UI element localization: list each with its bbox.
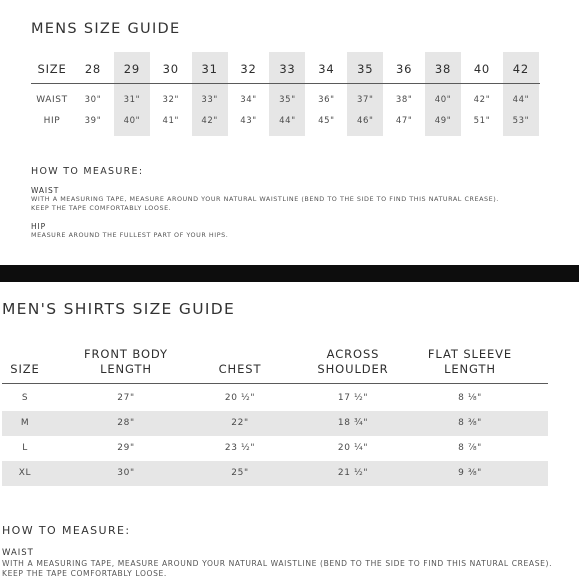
pants-hip-value: 45" [318,116,335,126]
pants-hip-value: 47" [395,116,413,126]
shirts-header-divider [2,383,548,384]
shirts-front-value: 28" [117,418,135,428]
pants-hip-instruction: MEASURE AROUND THE FULLEST PART OF YOUR HIPS. [31,231,229,239]
pants-row-label-waist: WAIST [36,95,68,105]
shirts-chest-value: 23 ½" [224,443,256,453]
shirts-shoulder-value: 21 ½" [337,468,369,478]
pants-size-28: 28 [84,62,102,76]
pants-hip-value: 46" [356,116,374,126]
shirts-waist-heading: WAIST [2,548,34,558]
pants-size-label: SIZE [37,62,67,76]
pants-hip-value: 39" [84,116,102,126]
pants-size-31: 31 [201,62,218,76]
shirts-chest-value: 25" [231,468,249,478]
pants-waist-value: 33" [201,95,218,105]
shirts-chest-value: 20 ½" [224,393,256,403]
shirts-shoulder-value: 20 ¼" [337,443,369,453]
shirts-front-body-header-line2: LENGTH [100,362,152,376]
shirts-sleeve-value: 8 ⅞" [458,443,482,453]
pants-waist-value: 38" [395,95,413,105]
pants-waist-value: 32" [162,95,180,105]
shirts-guide-title: MEN'S SHIRTS SIZE GUIDE [2,300,236,318]
shirts-across-shoulder-header-line1: ACROSS [326,347,380,361]
pants-waist-value: 34" [240,95,257,105]
shirts-across-shoulder-header [300,347,406,377]
shirts-sleeve-value: 8 ⅛" [458,393,482,403]
section-separator-band [0,265,579,282]
shirts-front-value: 29" [117,443,135,453]
shirts-sleeve-value: 8 ⅜" [458,418,482,428]
pants-size-30: 30 [162,62,179,76]
shirts-size-header: SIZE [10,362,40,376]
shirts-front-value: 27" [117,393,135,403]
pants-size-36: 36 [396,62,413,76]
pants-hip-heading: HIP [31,222,47,231]
pants-waist-value: 44" [512,95,530,105]
shirts-front-value: 30" [117,468,135,478]
shirts-across-shoulder-header-line2: SHOULDER [317,362,389,376]
shirts-size-value: XL [18,468,32,478]
pants-waist-value: 40" [434,95,452,105]
pants-waist-value: 30" [84,95,102,105]
pants-waist-value: 31" [123,95,141,105]
shirts-front-body-header-line1: FRONT BODY [84,347,168,361]
pants-size-33: 33 [279,62,296,76]
pants-guide-title: MENS SIZE GUIDE [31,21,181,37]
pants-size-32: 32 [240,62,257,76]
pants-waist-value: 37" [356,95,374,105]
shirts-flat-sleeve-header [412,347,528,377]
pants-waist-value: 36" [318,95,335,105]
shirts-chest-value: 22" [231,418,249,428]
shirts-waist-instruction-2: KEEP THE TAPE COMFORTABLY LOOSE. [2,569,167,578]
shirts-flat-sleeve-header-line1: FLAT SLEEVE [427,347,513,361]
pants-header-divider [31,83,540,84]
pants-hip-value: 40" [123,116,141,126]
pants-hip-value: 53" [512,116,530,126]
shirts-shoulder-value: 18 ¾" [337,418,369,428]
pants-waist-value: 35" [279,95,296,105]
shirts-size-value: L [22,443,28,453]
pants-hip-value: 43" [240,116,257,126]
pants-size-40: 40 [473,62,491,76]
shirts-shoulder-value: 17 ½" [337,393,369,403]
pants-hip-value: 49" [434,116,452,126]
pants-size-29: 29 [123,62,140,76]
pants-size-34: 34 [318,62,335,76]
pants-how-to-measure-heading: HOW TO MEASURE: [31,166,144,177]
pants-hip-value: 42" [201,116,218,126]
pants-size-42: 42 [512,62,529,76]
pants-size-35: 35 [357,62,374,76]
pants-size-38: 38 [434,62,452,76]
shirts-size-value: M [20,418,30,428]
shirts-chest-header: CHEST [218,362,262,376]
pants-row-label-hip: HIP [43,116,61,126]
shirts-how-to-measure-heading: HOW TO MEASURE: [2,524,131,537]
pants-waist-instruction-2: KEEP THE TAPE COMFORTABLY LOOSE. [31,204,172,212]
shirts-waist-instruction-1: WITH A MEASURING TAPE, MEASURE AROUND YOUR NATURAL WAISTLINE (BEND TO THE SIDE TO FIND THIS NATURAL CREASE). [2,559,553,568]
shirts-sleeve-value: 9 ⅜" [458,468,482,478]
pants-hip-value: 51" [473,116,491,126]
shirts-size-value: S [21,393,29,403]
pants-hip-value: 44" [279,116,296,126]
pants-waist-instruction-1: WITH A MEASURING TAPE, MEASURE AROUND YOUR NATURAL WAISTLINE (BEND TO THE SIDE TO FIND THIS NATURAL CREASE). [31,195,499,203]
pants-waist-heading: WAIST [31,186,60,195]
pants-waist-value: 42" [473,95,491,105]
pants-hip-value: 41" [162,116,180,126]
shirts-front-body-header [66,347,186,377]
shirts-flat-sleeve-header-line2: LENGTH [444,362,496,376]
